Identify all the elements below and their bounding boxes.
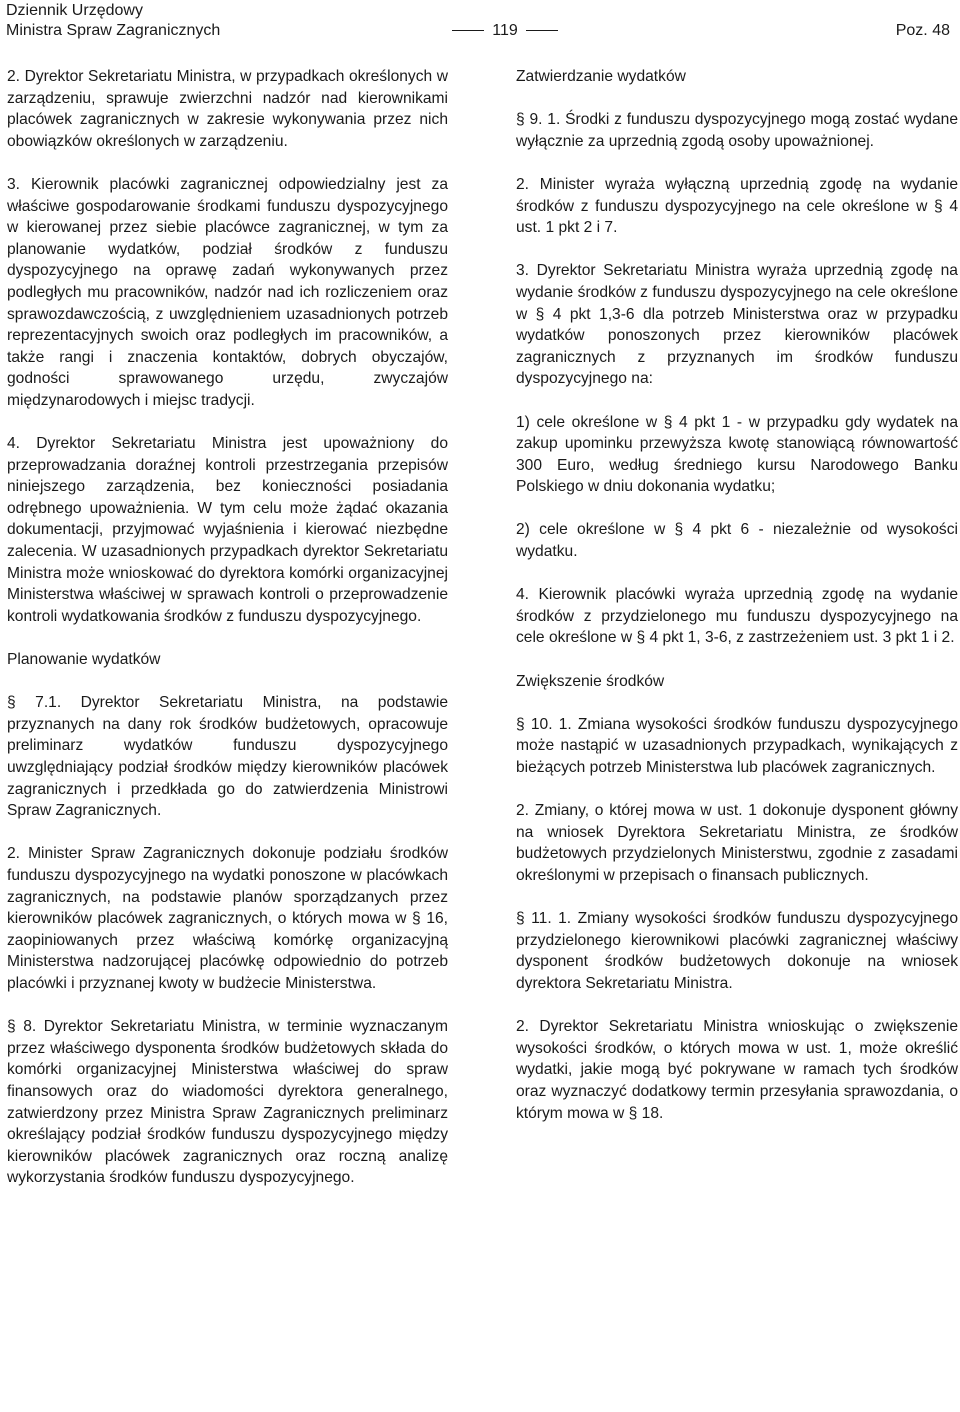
paragraph-9-1: § 9. 1. Środki z funduszu dyspozycyjnego mogą zostać wydane wyłącznie za uprzednią zgodą osoby upoważnionej. <box>516 111 958 150</box>
paragraph-9-3-2: 2) cele określone w § 4 pkt 6 - niezależnie od wysokości wydatku. <box>516 521 958 561</box>
ministry-name: Ministra Spraw Zagranicznych <box>6 22 221 39</box>
paragraph-10-2: 2. Zmiany, o której mowa w ust. 1 dokonuje dysponent główny na wniosek Dyrektora Sekretariatu Ministra, ze środków budżetowych przydzielonych Ministerstwu, zgodnie z zasadami określonymi w przepisach o finansach publicznych. <box>516 802 958 884</box>
page-header <box>6 0 954 46</box>
paragraph-6-2: 2. Dyrektor Sekretariatu Ministra, w przypadkach określonych w zarządzeniu, sprawuje zwierzchni nadzór nad kierownikami placówek zagranicznych w zakresie wykonywania przez nich obowiązków określonych w zarządzeniu. <box>7 68 448 150</box>
paragraph-8: § 8. Dyrektor Sekretariatu Ministra, w terminie wyznaczanym przez właściwego dysponenta środków budżetowych składa do komórki organizacyjnej Ministerstwa właściwej do spraw finansowych oraz do wiadomości dyrektora generalnego, zatwierdzony przez Ministra Spraw Zagranicznych preliminarz określający podział środków funduszu dyspozycyjnego między kierowników placówek zagranicznych oraz roczną analizę wykorzystania środków funduszu dyspozycyjnego. <box>7 1018 448 1187</box>
dash-right <box>526 30 558 31</box>
paragraph-6-3: 3. Kierownik placówki zagranicznej odpowiedzialny jest za właściwe gospodarowanie środkami funduszu dyspozycyjnego w kierowanej przez siebie placówce zagranicznej, w tym za planowanie wydatków, podział środków z funduszu dyspozycyjnego na oprawę zadań wykonywanych przez podległych mu pracowników, nadzór nad ich rozliczeniem oraz sprawozdawczością, z uwzględnieniem uzasadnionych potrzeb reprezentacyjnych swoich oraz podległych im pracowników, a także rangi i znaczenia kontaktów, dobrych obyczajów, godności sprawowanego urzędu, zwyczajów międzynarodowych i miejsc tradycji. <box>7 175 448 409</box>
right-column <box>516 66 958 1146</box>
paragraph-9-4: 4. Kierownik placówki wyraża uprzednią zgodę na wydanie środków z przydzielonego mu funduszu dyspozycyjnego na cele określone w § 4 pkt 1, 3-6, z zastrzeżeniem ust. 3 pkt 1 i 2. <box>516 586 958 647</box>
paragraph-6-4: 4. Dyrektor Sekretariatu Ministra jest upoważniony do przeprowadzania doraźnej kontroli przestrzegania przepisów niniejszego zarządzenia, bez konieczności posiadania odrębnego upoważnienia. W tym celu może żądać okazania dokumentacji, przyjmować wyjaśnienia i kierować niezbędne zalecenia. W uzasadnionych przypadkach dyrektor Sekretariatu Ministra może wnioskować do dyrektora komórki organizacyjnej Ministerstwa właściwej w sprawach kontroli o przeprowadzenie kontroli wydatkowania środków z funduszu dyspozycyjnego. <box>7 435 448 625</box>
page-number <box>430 21 580 41</box>
paragraph-9-3: 3. Dyrektor Sekretariatu Ministra wyraża uprzednią zgodę na wydanie środków z funduszu dyspozycyjnego na cele określone w § 4 pkt 1,3-6 dla potrzeb Ministerstwa oraz w przypadku wydatków ponoszonych przez kierowników placówek zagranicznych z przyznanych im środków funduszu dyspozycyjnego na: <box>516 262 958 388</box>
position-number: Poz. 48 <box>895 22 950 39</box>
left-column <box>7 66 448 1210</box>
paragraph-7-1: § 7.1. Dyrektor Sekretariatu Ministra, na podstawie przyznanych na dany rok środków budżetowych, opracowuje preliminarz wydatków funduszu dyspozycyjnego uwzględniający podział środków między kierowników placówek zagranicznych i przedkłada go do zatwierdzenia Ministrowi Spraw Zagranicznych. <box>7 694 448 820</box>
paragraph-11-2: 2. Dyrektor Sekretariatu Ministra wnioskując o zwiększenie wysokości środków, o których mowa w ust. 1, może określić wydatki, jakie mogą być pokrywane w ramach tych środków oraz wyznaczyć dodatkowy termin przesyłania sprawozdania, o którym mowa w § 18. <box>516 1018 958 1122</box>
paragraph-11-1: § 11. 1. Zmiany wysokości środków funduszu dyspozycyjnego przydzielonego kierownikowi placówki zagranicznej właściwy dysponent środków budżetowych dokonuje na wniosek dyrektora Sekretariatu Ministra. <box>516 910 958 992</box>
section-heading-approval: Zatwierdzanie wydatków <box>516 68 686 85</box>
paragraph-10-1: § 10. 1. Zmiana wysokości środków funduszu dyspozycyjnego może nastąpić w uzasadnionych przypadkach, wynikających z bieżących potrzeb Ministerstwa lub placówek zagranicznych. <box>516 715 958 776</box>
paragraph-7-2: 2. Minister Spraw Zagranicznych dokonuje podziału środków funduszu dyspozycyjnego na wydatki ponoszone w placówkach zagranicznych, na podstawie planów sporządzanych przez kierowników placówek zagranicznych, o których mowa w § 16, zaopiniowanych przez właściwą komórkę organizacyjną Ministerstwa nadzorującej placówkę odpowiednio do potrzeb placówki i przyznanej kwoty w budżecie Ministerstwa. <box>7 845 448 992</box>
section-heading-increase: Zwiększenie środków <box>516 672 665 690</box>
section-heading-planning: Planowanie wydatków <box>7 651 161 669</box>
paragraph-9-3-1: 1) cele określone w § 4 pkt 1 - w przypadku gdy wydatek na zakup upominku przewyższa kwotę stanowiącą równowartość 300 Euro, według średniego kursu Narodowego Banku Polskiego w dniu dokonania wydatku; <box>516 413 958 496</box>
paragraph-9-2: 2. Minister wyraża wyłączną uprzednią zgodę na wydanie środków z funduszu dyspozycyjnego na cele określone w § 4 ust. 1 pkt 2 i 7. <box>516 175 958 237</box>
journal-title: Dziennik Urzędowy <box>6 2 143 19</box>
page-number-value: 119 <box>492 22 518 39</box>
dash-left <box>452 30 484 31</box>
